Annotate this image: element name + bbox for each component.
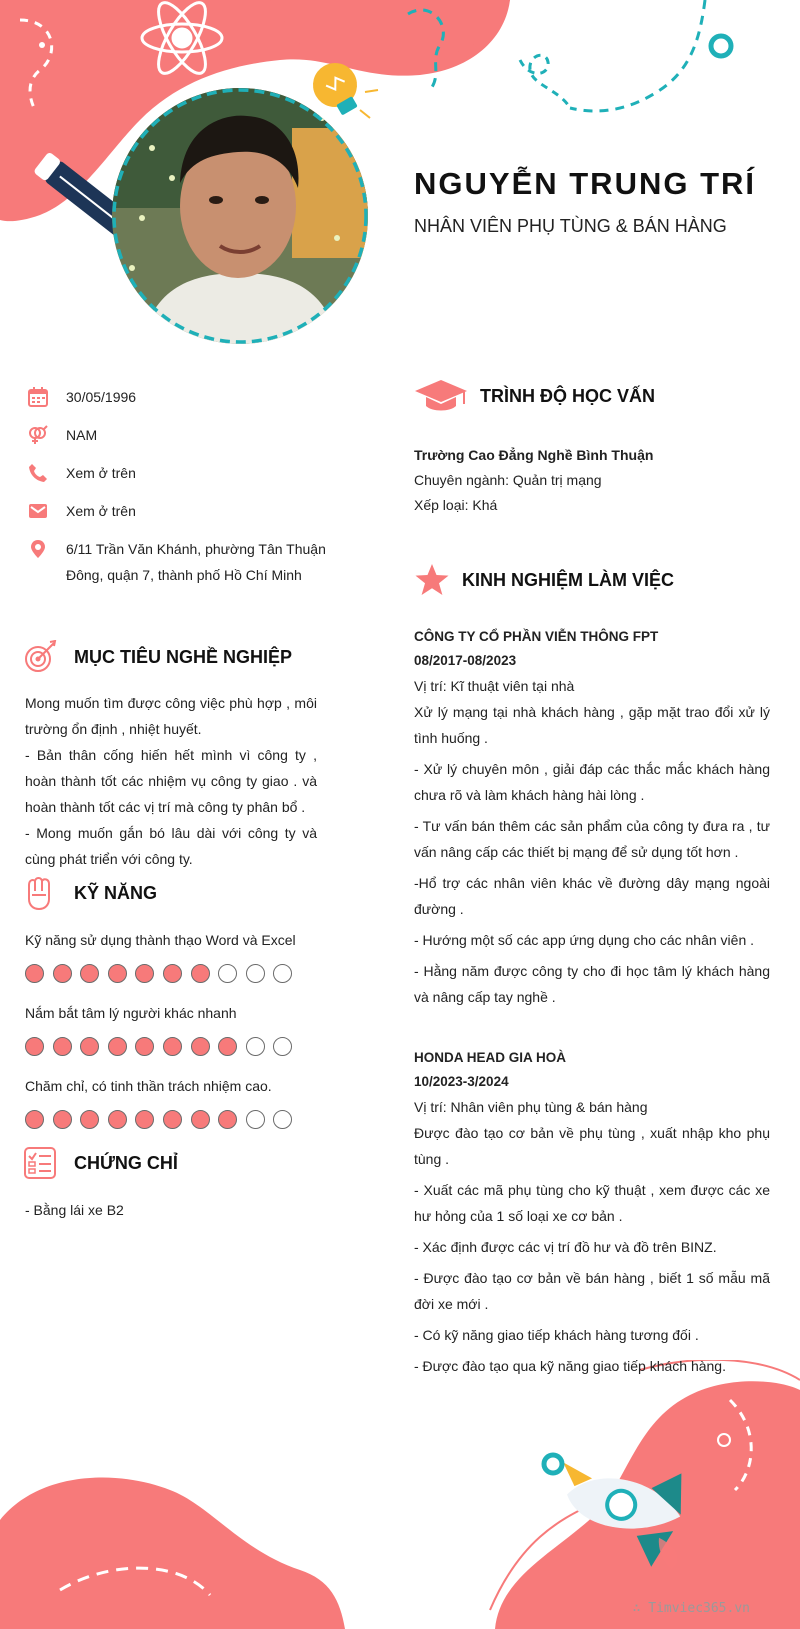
skill-dot-empty <box>218 964 237 983</box>
skill-dot-filled <box>218 1037 237 1056</box>
job-entry <box>414 625 770 1015</box>
info-gender <box>26 422 326 448</box>
personal-info <box>26 384 326 600</box>
skill-dot-empty <box>246 1110 265 1129</box>
objective-line: - Bản thân cống hiến hết mình vì công ty , hoàn thành tốt các nhiệm vụ công ty giao . và hoàn thành tốt các vị trí mà công ty phân bổ . <box>25 747 317 815</box>
job-position: Vị trí: Nhân viên phụ tùng & bán hàng <box>414 1099 648 1115</box>
skill-rating <box>25 1037 292 1056</box>
skill-dot-filled <box>25 1110 44 1129</box>
job-company: HONDA HEAD GIA HOÀ <box>414 1050 567 1065</box>
skill-dot-filled <box>25 1037 44 1056</box>
job-company: CÔNG TY CỔ PHẦN VIỄN THÔNG FPT <box>414 629 659 644</box>
objective-title: MỤC TIÊU NGHỀ NGHIỆP <box>74 646 293 667</box>
calendar-icon <box>28 387 48 407</box>
skill-dot-empty <box>273 1110 292 1129</box>
skill-label: Kỹ năng sử dụng thành thạo Word và Excel <box>25 932 296 948</box>
education-heading <box>414 378 655 414</box>
skill-dot-filled <box>218 1110 237 1129</box>
skill-dot-filled <box>191 1037 210 1056</box>
objective-text <box>25 690 317 872</box>
skill-dot-empty <box>273 1037 292 1056</box>
skill-dot-empty <box>246 1037 265 1056</box>
objective-heading <box>24 640 292 674</box>
info-dob <box>26 384 326 410</box>
skill-label: Chăm chỉ, có tinh thần trách nhiệm cao. <box>25 1078 272 1094</box>
certificates-title: CHỨNG CHỈ <box>74 1152 178 1173</box>
photo-dashed-ring <box>104 80 368 344</box>
skill-dot-filled <box>80 964 99 983</box>
skill-dot-filled <box>53 1037 72 1056</box>
skill-dot-filled <box>80 1037 99 1056</box>
skill-dot-filled <box>163 1110 182 1129</box>
skill-dot-filled <box>108 964 127 983</box>
skill-dot-filled <box>191 964 210 983</box>
skill-rating <box>25 1110 292 1129</box>
site-watermark: ∴ Timviec365.vn <box>632 1601 750 1616</box>
candidate-name: NGUYỄN TRUNG TRÍ <box>414 166 756 201</box>
candidate-job-title: NHÂN VIÊN PHỤ TÙNG & BÁN HÀNG <box>414 216 727 236</box>
job-duty: - Được đào tạo cơ bản về bán hàng , biết 1 số mẫu mã đời xe mới . <box>414 1270 770 1312</box>
gender-value: NAM <box>66 427 98 443</box>
info-address <box>26 536 326 588</box>
objective-line: Mong muốn tìm được công việc phù hợp , môi trường ổn định , nhiệt huyết. <box>25 695 317 737</box>
skill-dot-filled <box>163 1037 182 1056</box>
skill-dot-filled <box>191 1110 210 1129</box>
experience-title: KINH NGHIỆM LÀM VIỆC <box>462 569 675 590</box>
skill-dot-filled <box>135 1110 154 1129</box>
job-position: Vị trí: Kĩ thuật viên tại nhà <box>414 678 575 694</box>
education-major: Chuyên ngành: Quản trị mạng <box>414 472 602 488</box>
star-icon <box>414 563 450 597</box>
certificate-item: - Bằng lái xe B2 <box>25 1202 124 1218</box>
location-pin-icon <box>28 539 48 559</box>
skill-label: Nắm bắt tâm lý người khác nhanh <box>25 1005 237 1021</box>
skill-dot-empty <box>273 964 292 983</box>
skill-dot-filled <box>108 1110 127 1129</box>
skill-dot-filled <box>108 1037 127 1056</box>
mail-icon <box>28 501 48 521</box>
skills-title: KỸ NĂNG <box>74 882 158 903</box>
job-duty: - Hướng một số các app ứng dụng cho các nhân viên . <box>414 932 755 948</box>
job-duty: - Xử lý chuyên môn , giải đáp các thắc mắc khách hàng chưa rõ và làm khách hàng hài lòng . <box>414 761 770 803</box>
address-value: 6/11 Trần Văn Khánh, phường Tân Thuận Đông, quận 7, thành phố Hồ Chí Minh <box>66 541 326 583</box>
gender-icon <box>28 425 48 445</box>
skill-rating <box>25 964 292 983</box>
job-entry <box>414 1046 770 1384</box>
dob-value: 30/05/1996 <box>66 389 137 405</box>
fist-hand-icon <box>24 875 54 911</box>
job-duty: -Hổ trợ các nhân viên khác về đường dây mạng ngoài đường . <box>414 875 770 917</box>
skill-dot-filled <box>135 964 154 983</box>
experience-heading <box>414 563 674 597</box>
skill-dot-filled <box>163 964 182 983</box>
job-period: 08/2017-08/2023 <box>414 653 517 668</box>
education-grade: Xếp loại: Khá <box>414 497 498 513</box>
target-icon <box>24 640 58 674</box>
objective-line: - Mong muốn gắn bó lâu dài với công ty và cùng phát triển với công ty. <box>25 825 317 867</box>
education-title: TRÌNH ĐỘ HỌC VẤN <box>480 385 655 406</box>
skill-dot-filled <box>135 1037 154 1056</box>
job-duty: - Xuất các mã phụ tùng cho kỹ thuật , xem được các xe hư hỏng của 1 số loại xe cơ bản . <box>414 1182 770 1224</box>
job-duty: - Hằng năm được công ty cho đi học tâm lý khách hàng và nâng cấp tay nghề . <box>414 963 770 1005</box>
skills-heading <box>24 875 157 911</box>
job-duty: - Được đào tạo qua kỹ năng giao tiếp khách hàng. <box>414 1358 726 1374</box>
phone-value: Xem ở trên <box>66 465 136 481</box>
certificates-heading <box>24 1147 178 1179</box>
job-duty: Được đào tạo cơ bản về phụ tùng , xuất nhập kho phụ tùng . <box>414 1125 770 1167</box>
phone-icon <box>28 463 48 483</box>
job-duty: - Tư vấn bán thêm các sản phẩm của công ty đưa ra , tư vấn nâng cấp các thiết bị mạng để sử dụng tốt hơn . <box>414 818 770 860</box>
info-phone <box>26 460 326 486</box>
skill-dot-empty <box>246 964 265 983</box>
job-duty: - Xác định được các vị trí đồ hư và đồ trên BINZ. <box>414 1239 717 1255</box>
bottom-blob-decoration <box>0 1360 800 1629</box>
job-duty: Xử lý mạng tại nhà khách hàng , gặp mặt trao đổi xử lý tình huống . <box>414 704 770 746</box>
education-school: Trường Cao Đẳng Nghề Bình Thuận <box>414 447 654 463</box>
checklist-icon <box>24 1147 56 1179</box>
info-email <box>26 498 326 524</box>
job-period: 10/2023-3/2024 <box>414 1074 509 1089</box>
skill-dot-filled <box>53 1110 72 1129</box>
graduation-cap-icon <box>414 378 468 414</box>
email-value: Xem ở trên <box>66 503 136 519</box>
job-duty: - Có kỹ năng giao tiếp khách hàng tương đối . <box>414 1327 699 1343</box>
skill-dot-filled <box>80 1110 99 1129</box>
skill-dot-filled <box>25 964 44 983</box>
skill-dot-filled <box>53 964 72 983</box>
